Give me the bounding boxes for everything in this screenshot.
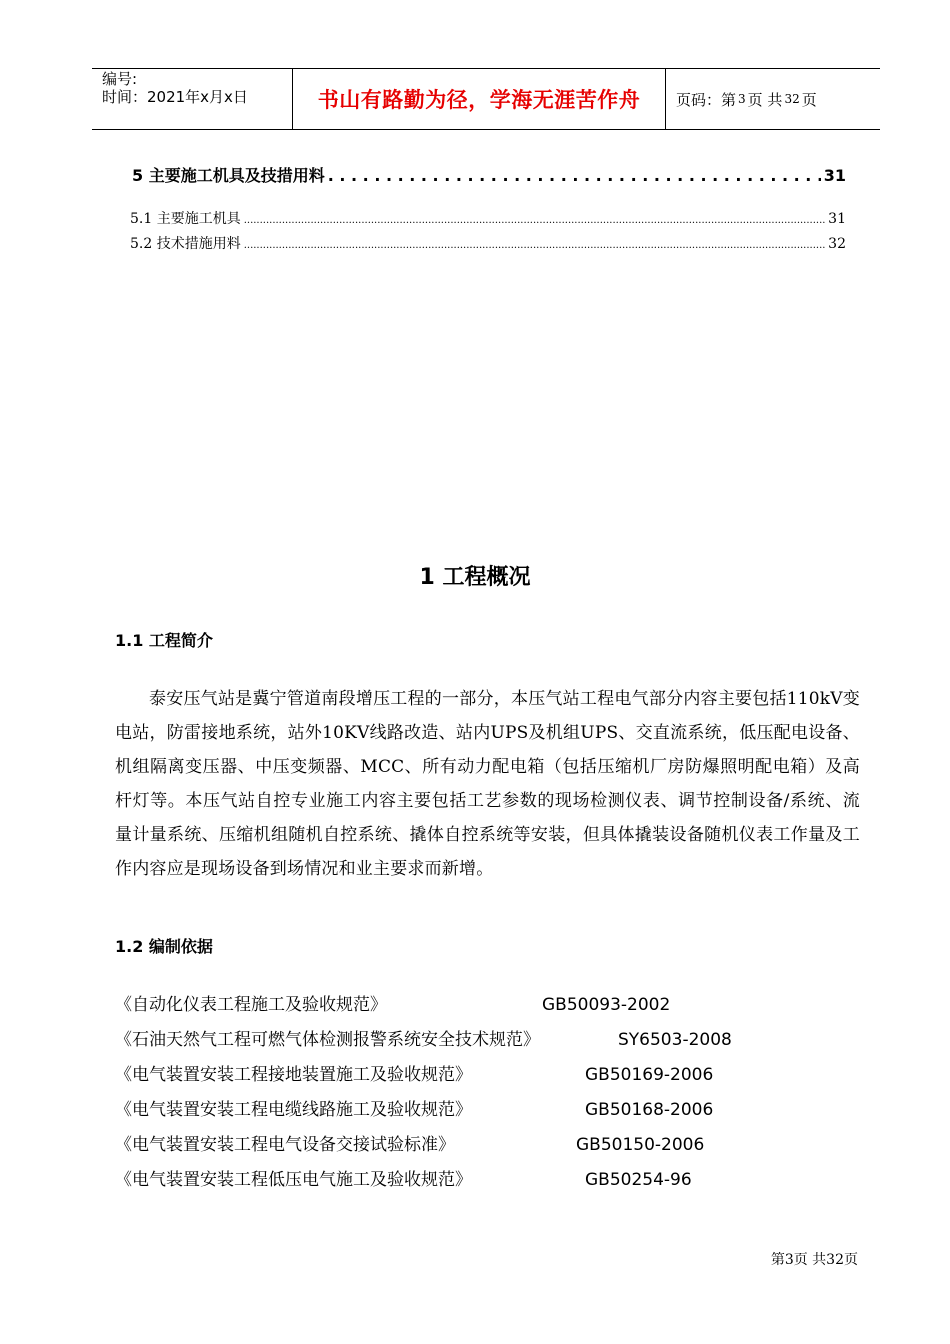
toc-leader-dots bbox=[328, 166, 821, 185]
reference-title: 《石油天然气工程可燃气体检测报警系统安全技术规范》 bbox=[115, 1030, 540, 1050]
reference-item bbox=[115, 1093, 875, 1128]
header-motto: 书山有路勤为径，学海无涯苦作舟 bbox=[293, 69, 666, 129]
header-meta-cell bbox=[92, 69, 293, 129]
reference-item bbox=[115, 1128, 875, 1163]
reference-code: SY6503-2008 bbox=[618, 1030, 732, 1050]
time-label: 时间：2021年x月x日 bbox=[102, 88, 248, 106]
page-header bbox=[92, 68, 880, 130]
toc-entry-page: 32 bbox=[828, 236, 846, 252]
toc-entry-5-1[interactable] bbox=[130, 208, 846, 228]
chapter-title: 1 工程概况 bbox=[419, 565, 531, 590]
reference-title: 《自动化仪表工程施工及验收规范》 bbox=[115, 995, 387, 1015]
serial-number-label: 编号: bbox=[102, 70, 138, 88]
section-title-1-1: 1.1 工程简介 bbox=[115, 631, 213, 650]
toc-entry-title: 5.2 技术措施用料 bbox=[130, 236, 241, 252]
toc-entry-5[interactable] bbox=[132, 163, 846, 186]
header-page-number bbox=[666, 69, 880, 129]
page-total: 32 bbox=[784, 92, 800, 106]
reference-code: GB50254-96 bbox=[585, 1170, 692, 1190]
reference-item bbox=[115, 1058, 875, 1093]
reference-item bbox=[115, 1163, 875, 1198]
reference-item bbox=[115, 988, 875, 1023]
page-mid: 页 共 bbox=[747, 90, 783, 109]
toc-entry-title: 5.1 主要施工机具 bbox=[130, 211, 241, 227]
reference-code: GB50169-2006 bbox=[585, 1065, 714, 1085]
reference-item bbox=[115, 1023, 875, 1058]
reference-title: 《电气装置安装工程接地装置施工及验收规范》 bbox=[115, 1065, 472, 1085]
page-prefix: 页码：第 bbox=[676, 90, 737, 109]
reference-title: 《电气装置安装工程电缆线路施工及验收规范》 bbox=[115, 1100, 472, 1120]
reference-code: GB50168-2006 bbox=[585, 1100, 714, 1120]
page-suffix: 页 bbox=[801, 90, 817, 109]
toc-leader-dots bbox=[244, 236, 825, 252]
section-title-1-2: 1.2 编制依据 bbox=[115, 937, 213, 956]
reference-title: 《电气装置安装工程低压电气施工及验收规范》 bbox=[115, 1170, 472, 1190]
toc-entry-title: 5 主要施工机具及技措用料 bbox=[132, 166, 325, 185]
reference-code: GB50093-2002 bbox=[542, 995, 671, 1015]
reference-list bbox=[115, 988, 875, 1198]
toc-entry-page: 31 bbox=[823, 166, 846, 185]
toc-entry-page: 31 bbox=[828, 211, 846, 227]
toc-entry-5-2[interactable] bbox=[130, 233, 846, 253]
section-1-1-paragraph: 泰安压气站是冀宁管道南段增压工程的一部分，本压气站工程电气部分内容主要包括110kV变电站，防雷接地系统，站外10KV线路改造、站内UPS及机组UPS、交直流系统，低压配电设备、机组隔离变压器、中压变频器、MCC、所有动力配电箱（包括压缩机厂房防爆照明配电箱）及高杆灯等。本压气站自控专业施工内容主要包括工艺参数的现场检测仪表、调节控制设备/系统、流量计量系统、压缩机组随机自控系统、撬体自控系统等安装，但具体撬装设备随机仪表工作量及工作内容应是现场设备到场情况和业主要求而新增。 bbox=[115, 689, 860, 879]
page-footer: 第3页 共32页 bbox=[770, 1252, 858, 1268]
page-current: 3 bbox=[738, 92, 746, 106]
reference-title: 《电气装置安装工程电气设备交接试验标准》 bbox=[115, 1135, 455, 1155]
reference-code: GB50150-2006 bbox=[576, 1135, 705, 1155]
toc-leader-dots bbox=[244, 211, 825, 227]
